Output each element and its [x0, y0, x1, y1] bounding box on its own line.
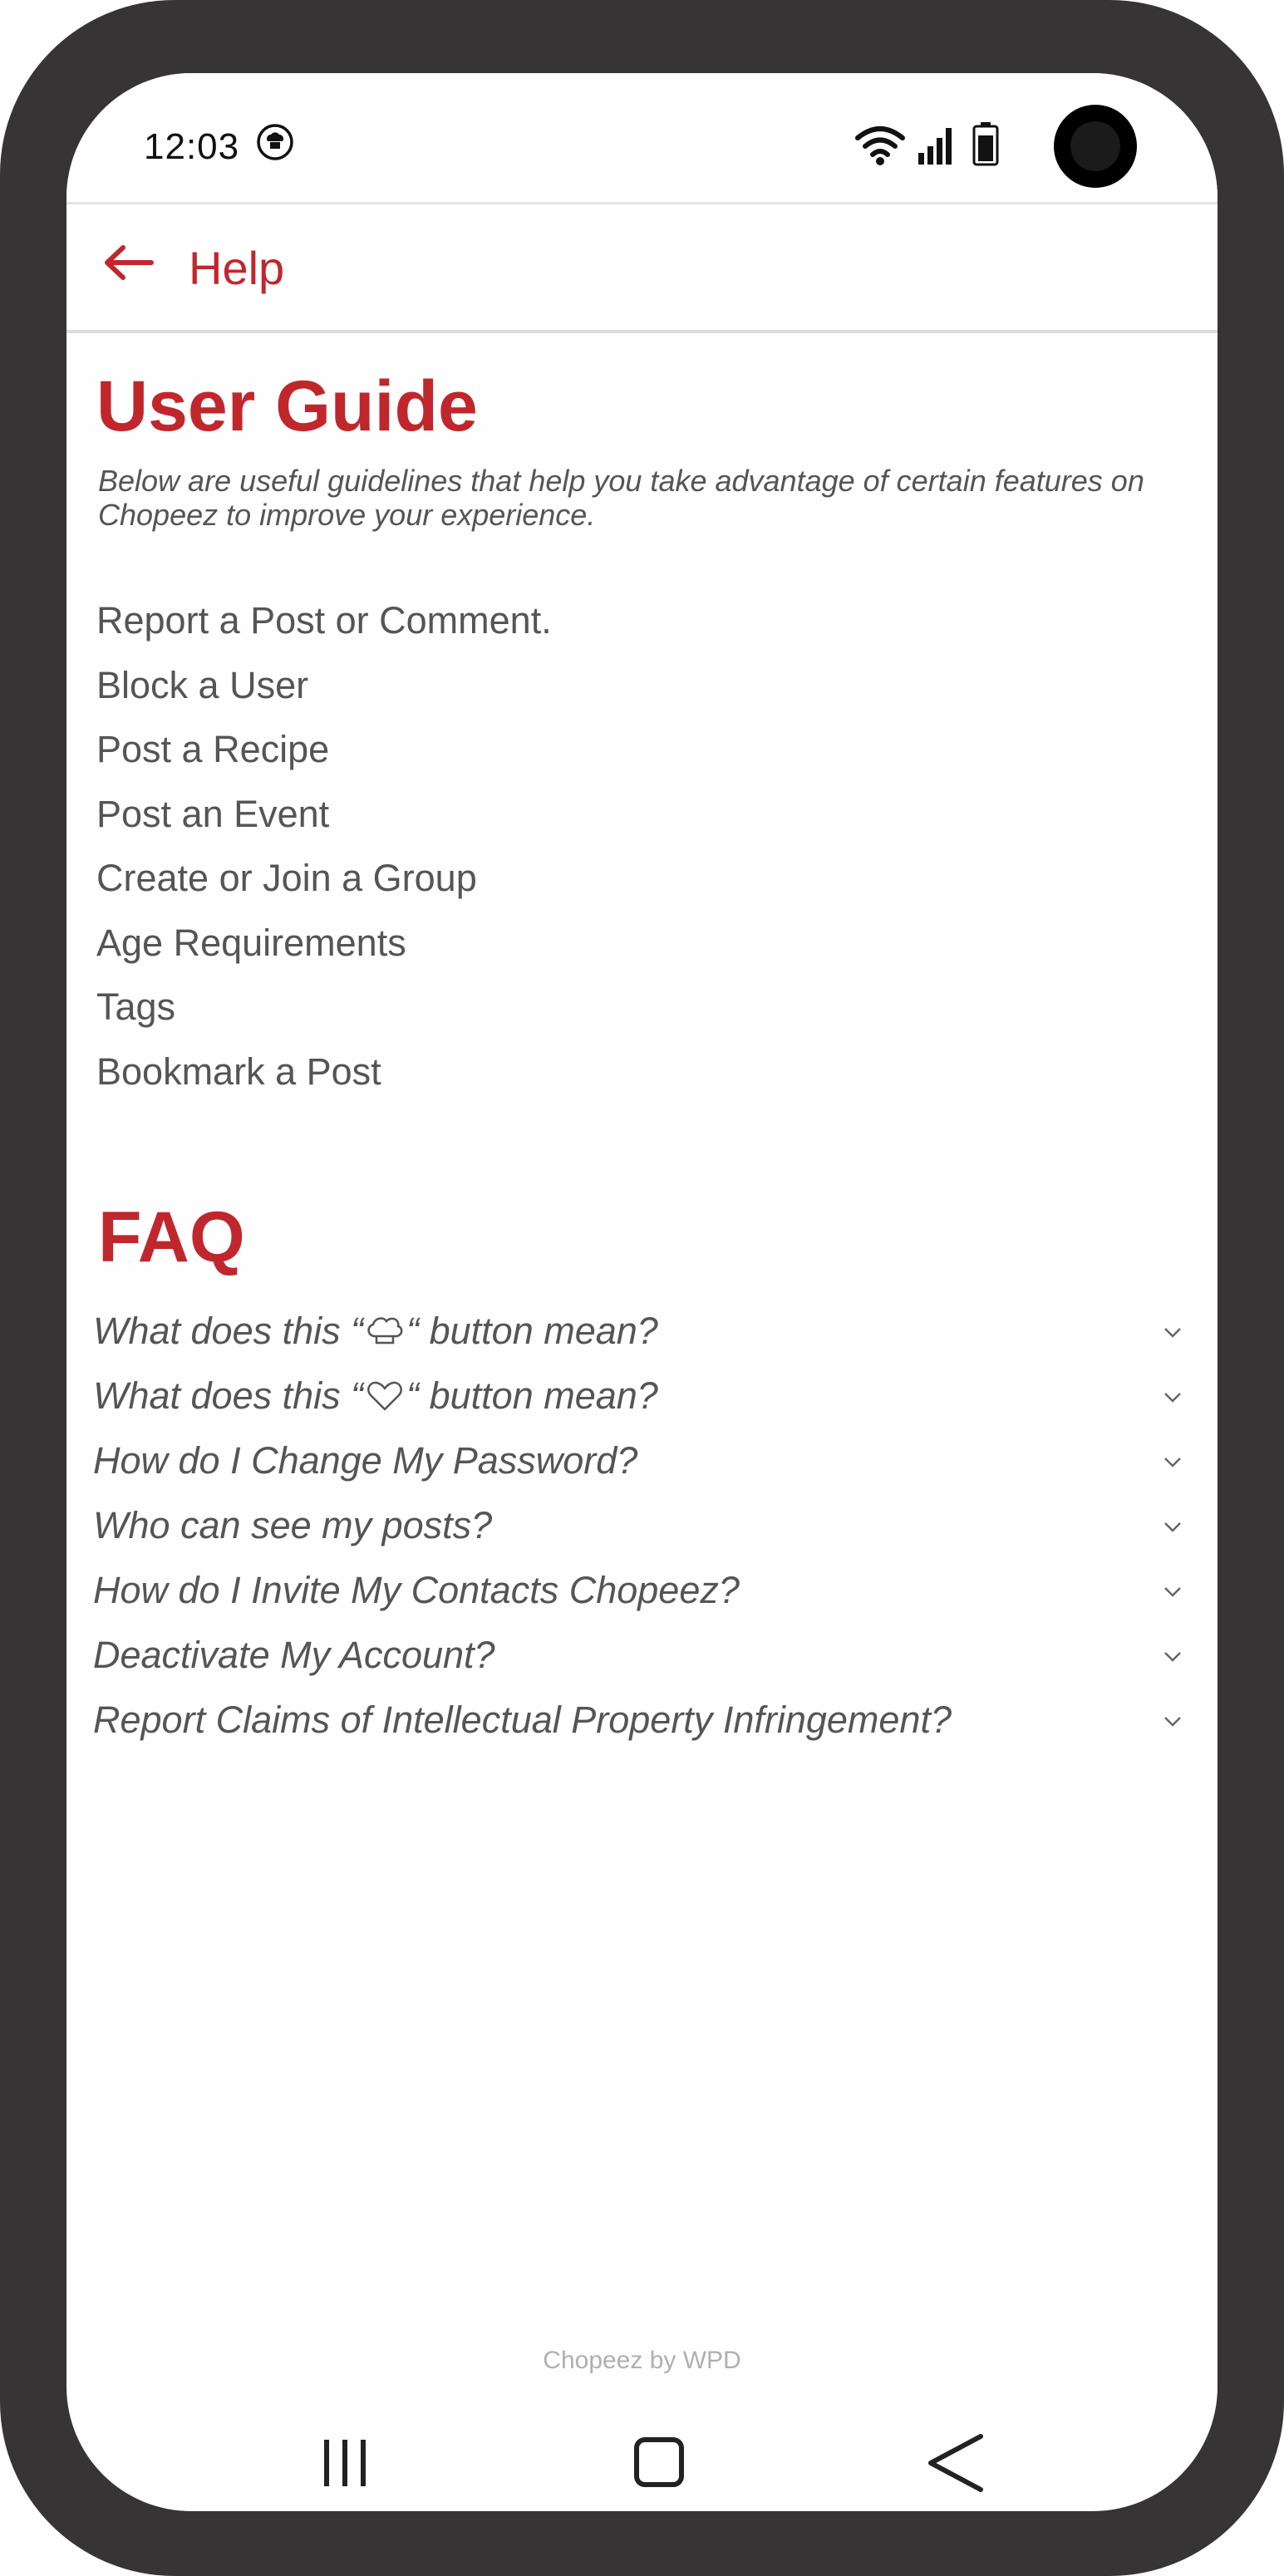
chevron-down-icon	[1163, 1392, 1182, 1404]
faq-question-text: What does this “	[93, 1310, 364, 1352]
faq-question-text: Report Claims of Intellectual Property Infringement?	[93, 1698, 952, 1741]
faq-item-post-visibility[interactable]	[93, 1493, 1182, 1558]
status-bar	[66, 73, 1218, 204]
faq-list	[93, 1299, 1182, 1753]
footer-credit: Chopeez by WPD	[543, 2347, 741, 2374]
faq-heading: FAQ	[98, 1197, 245, 1277]
user-guide-heading: User Guide	[96, 366, 478, 446]
faq-item-deactivate[interactable]	[93, 1623, 1182, 1688]
status-time: 12:03	[144, 126, 240, 167]
guide-item-bookmark[interactable]: Bookmark a Post	[96, 1050, 381, 1093]
guide-item-post-event[interactable]: Post an Event	[96, 792, 330, 835]
guide-item-tags[interactable]: Tags	[96, 986, 176, 1028]
faq-question-text: Deactivate My Account?	[93, 1634, 495, 1676]
user-guide-list	[96, 588, 552, 1104]
back-icon[interactable]	[922, 2430, 989, 2496]
faq-item-invite-contacts[interactable]	[93, 1558, 1182, 1623]
chevron-down-icon	[1163, 1586, 1182, 1598]
faq-item-heart-button[interactable]	[93, 1364, 1182, 1428]
guide-item-group[interactable]: Create or Join a Group	[96, 857, 477, 899]
chevron-down-icon	[1163, 1457, 1182, 1468]
chef-hat-icon	[365, 1315, 405, 1348]
guide-item-block-user[interactable]: Block a User	[96, 663, 309, 706]
guide-item-age[interactable]: Age Requirements	[96, 921, 406, 964]
camera-cutout	[1054, 105, 1137, 188]
signal-icon	[917, 126, 954, 165]
faq-question-text: “ button mean?	[406, 1310, 658, 1352]
faq-question-text: Who can see my posts?	[93, 1504, 493, 1546]
faq-question	[93, 1364, 658, 1428]
app-bar	[66, 204, 1218, 333]
faq-question-text: “ button mean?	[406, 1374, 658, 1417]
home-icon[interactable]	[630, 2433, 688, 2491]
guide-item-post-recipe[interactable]: Post a Recipe	[96, 728, 330, 770]
chevron-down-icon	[1163, 1716, 1182, 1728]
faq-item-change-password[interactable]	[93, 1428, 1182, 1493]
recents-icon[interactable]	[316, 2433, 374, 2491]
back-arrow-icon[interactable]	[101, 244, 155, 281]
screen	[66, 73, 1218, 2511]
faq-question-text: What does this “	[93, 1374, 364, 1417]
faq-item-ip-infringement[interactable]	[93, 1688, 1182, 1753]
faq-question-text: How do I Change My Password?	[93, 1439, 638, 1482]
chevron-down-icon	[1163, 1651, 1182, 1663]
faq-item-chef-button[interactable]	[93, 1299, 1182, 1364]
user-guide-intro: Below are useful guidelines that help you take advantage of certain features on Chopeez to improve your experience.	[98, 464, 1144, 532]
battery-icon	[972, 121, 999, 166]
chevron-down-icon	[1163, 1327, 1182, 1339]
chevron-down-icon	[1163, 1522, 1182, 1533]
system-nav-bar	[66, 2416, 1218, 2508]
faq-question-text: How do I Invite My Contacts Chopeez?	[93, 1569, 740, 1611]
guide-item-report[interactable]: Report a Post or Comment.	[96, 599, 552, 642]
faq-question	[93, 1299, 658, 1364]
chef-hat-icon	[256, 123, 294, 161]
wifi-icon	[854, 125, 906, 166]
page-title: Help	[189, 242, 285, 294]
heart-icon	[365, 1379, 405, 1413]
